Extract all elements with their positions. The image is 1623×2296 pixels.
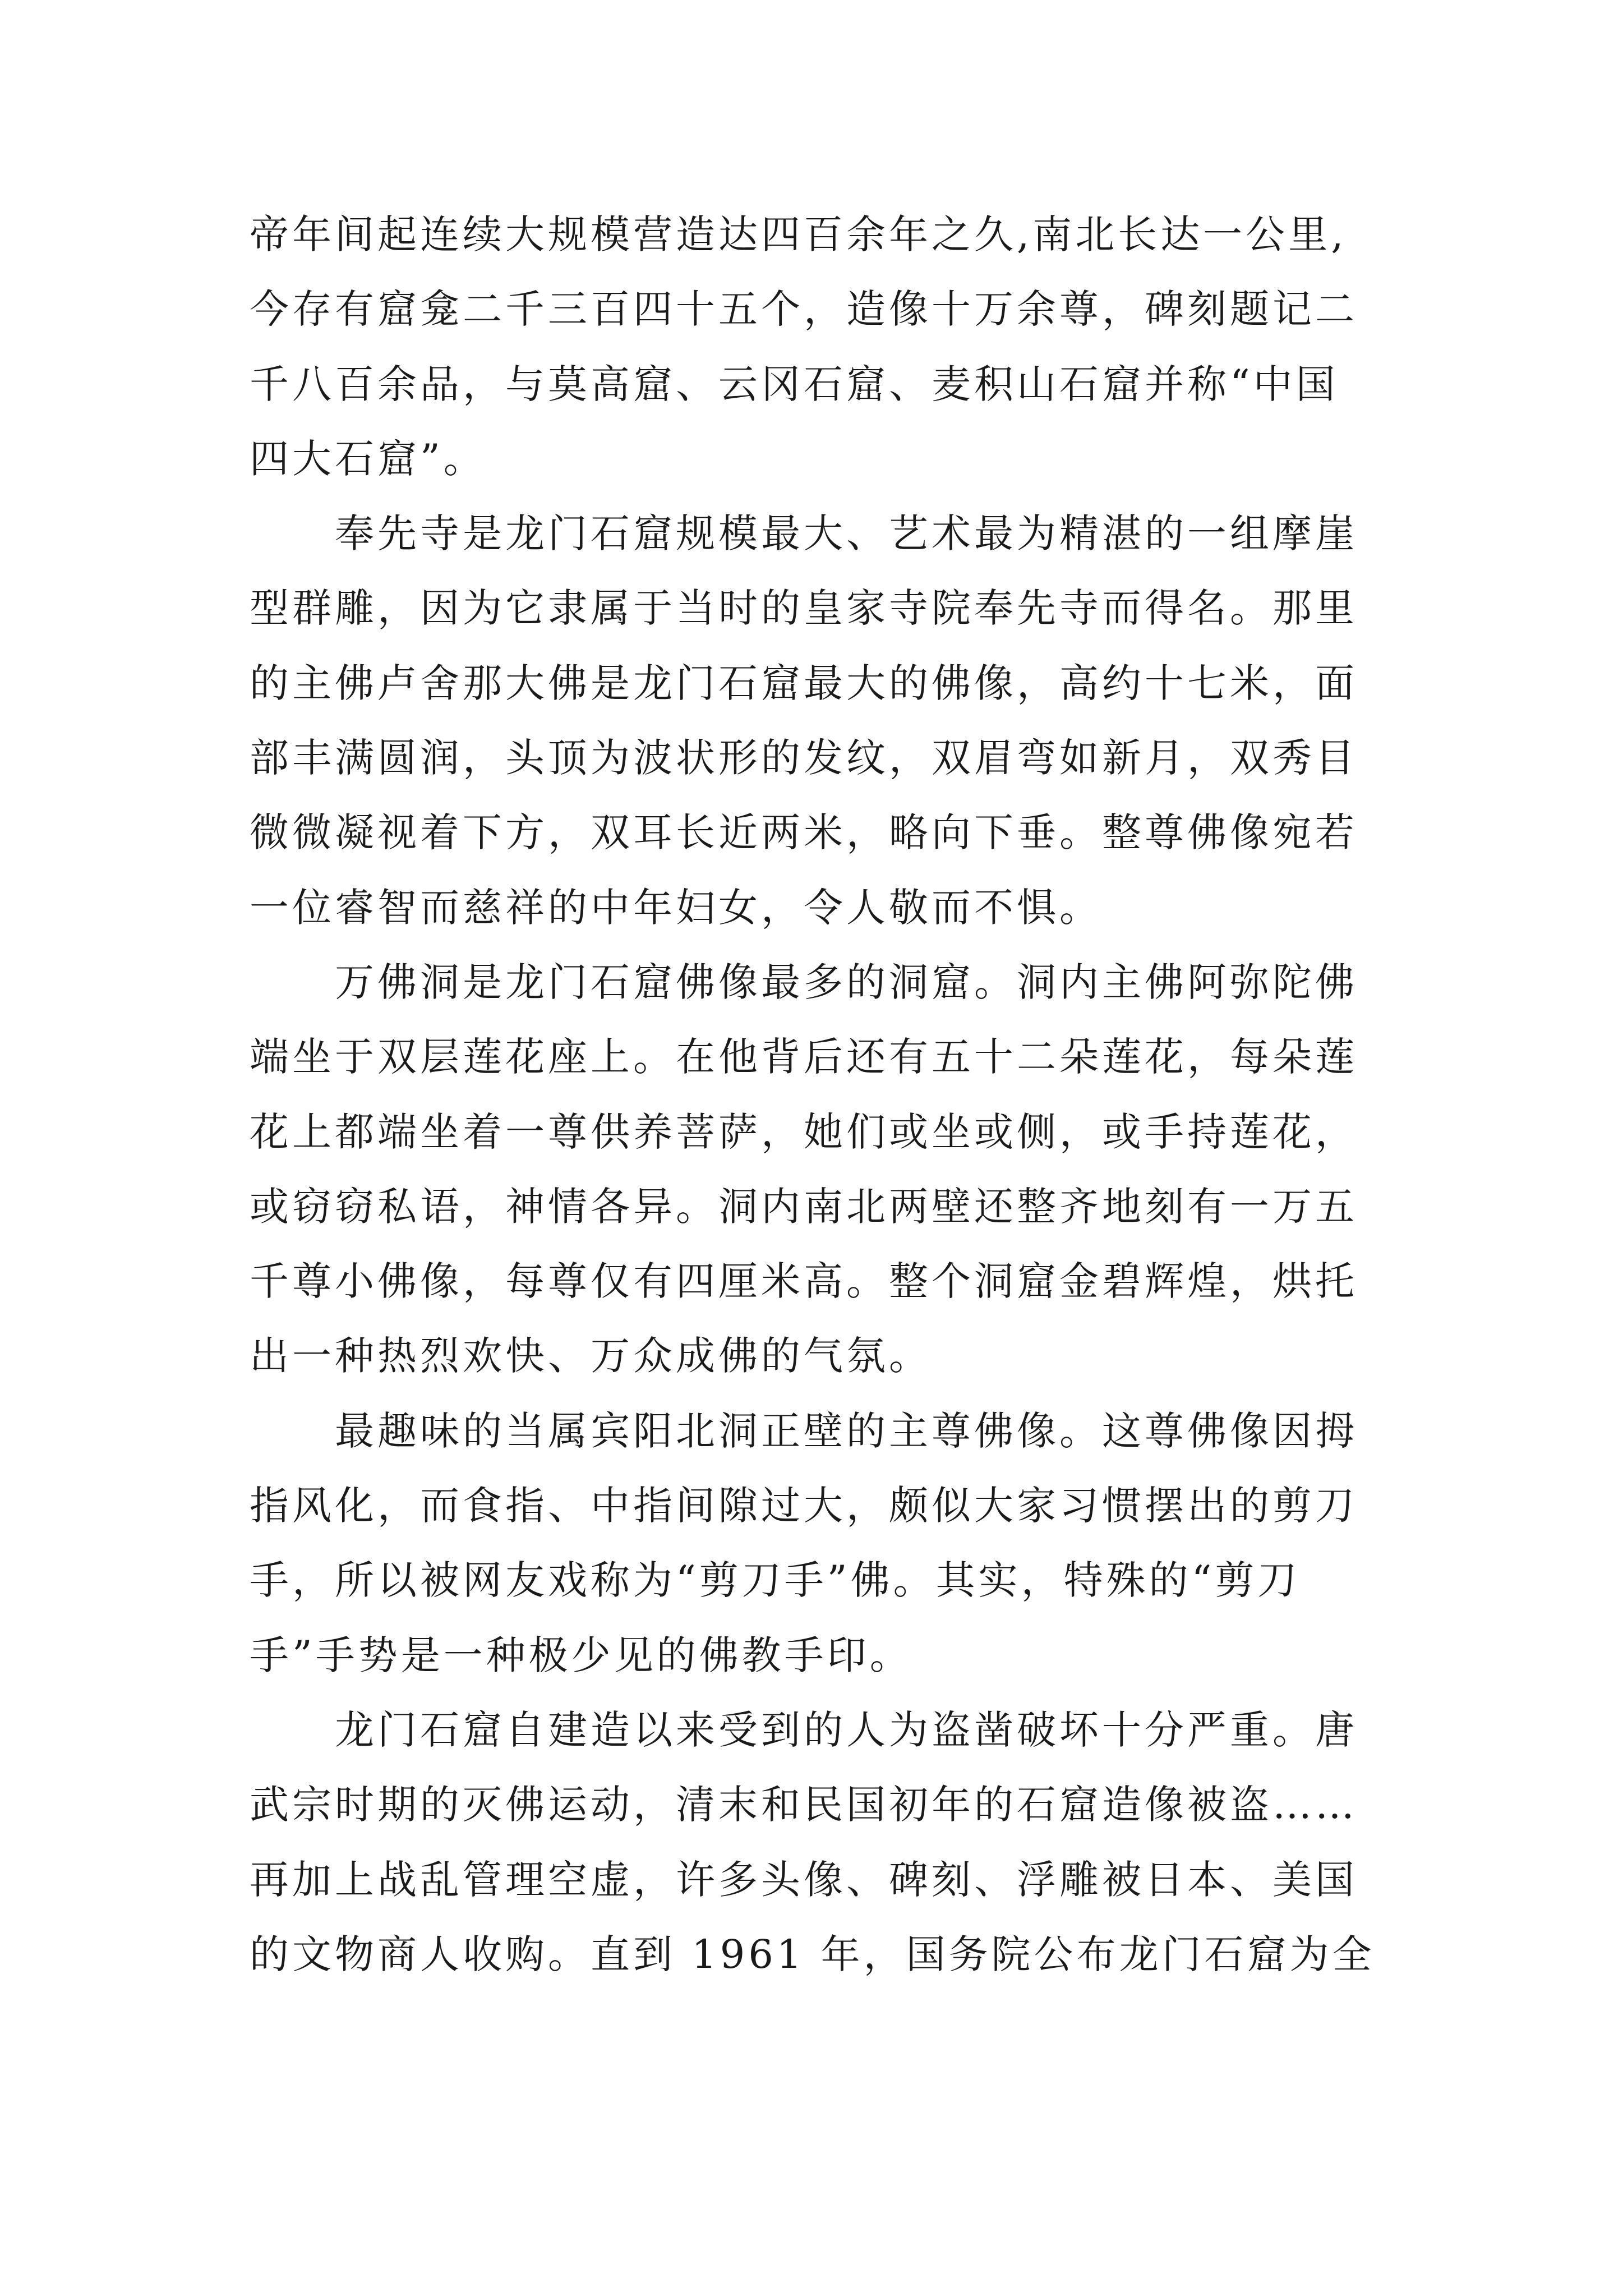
text-line: 出一种热烈欢快、万众成佛的气氛。 [250, 1333, 932, 1379]
text-line: 再加上战乱管理空虚，许多头像、碑刻、浮雕被日本、美国 [250, 1856, 1358, 1903]
paragraph [250, 496, 1382, 945]
paragraph [250, 1693, 1382, 1992]
text-line: 千尊小佛像，每尊仅有四厘米高。整个洞窟金碧辉煌，烘托 [250, 1258, 1358, 1305]
text-line: 指风化，而食指、中指间隙过大，颇似大家习惯摆出的剪刀 [250, 1483, 1358, 1529]
text-line: 万佛洞是龙门石窟佛像最多的洞窟。洞内主佛阿弥陀佛 [335, 959, 1358, 1005]
text-line: 花上都端坐着一尊供养菩萨，她们或坐或侧，或手持莲花， [250, 1108, 1358, 1155]
text-line: 奉先寺是龙门石窟规模最大、艺术最为精湛的一组摩崖 [335, 510, 1358, 557]
paragraph [250, 945, 1382, 1394]
text-line: 今存有窟龛二千三百四十五个，造像十万余尊，碑刻题记二 [250, 286, 1358, 333]
text-line: 部丰满圆润，头顶为波状形的发纹，双眉弯如新月，双秀目 [250, 735, 1358, 781]
text-line: 四大石窟”。 [250, 435, 486, 482]
text-line: 微微凝视着下方，双耳长近两米，略向下垂。整尊佛像宛若 [250, 809, 1358, 856]
text-line: 一位睿智而慈祥的中年妇女，令人敬而不惧。 [250, 884, 1102, 931]
text-line: 帝年间起连续大规模营造达四百余年之久,南北长达一公里, [250, 211, 1347, 257]
text-line: 端坐于双层莲花座上。在他背后还有五十二朵莲花，每朵莲 [250, 1034, 1358, 1080]
text-line: 武宗时期的灭佛运动，清末和民国初年的石窟造像被盗…… [250, 1782, 1358, 1828]
text-line: 的文物商人收购。直到 1961 年，国务院公布龙门石窟为全 [250, 1931, 1375, 1977]
paragraph [250, 197, 1382, 496]
text-line: 的主佛卢舍那大佛是龙门石窟最大的佛像，高约十七米，面 [250, 660, 1358, 706]
document-body [250, 197, 1382, 1992]
text-line: 龙门石窟自建造以来受到的人为盗凿破坏十分严重。唐 [335, 1706, 1358, 1753]
text-line: 手”手势是一种极少见的佛教手印。 [250, 1632, 912, 1678]
paragraph [250, 1394, 1382, 1693]
text-line: 或窃窃私语，神情各异。洞内南北两壁还整齐地刻有一万五 [250, 1183, 1358, 1230]
text-line: 型群雕，因为它隶属于当时的皇家寺院奉先寺而得名。那里 [250, 585, 1358, 632]
text-line: 最趣味的当属宾阳北洞正壁的主尊佛像。这尊佛像因拇 [335, 1407, 1358, 1454]
text-line: 千八百余品，与莫高窟、云冈石窟、麦积山石窟并称“中国 [250, 361, 1339, 407]
text-line: 手，所以被网友戏称为“剪刀手”佛。其实，特殊的“剪刀 [250, 1557, 1301, 1604]
